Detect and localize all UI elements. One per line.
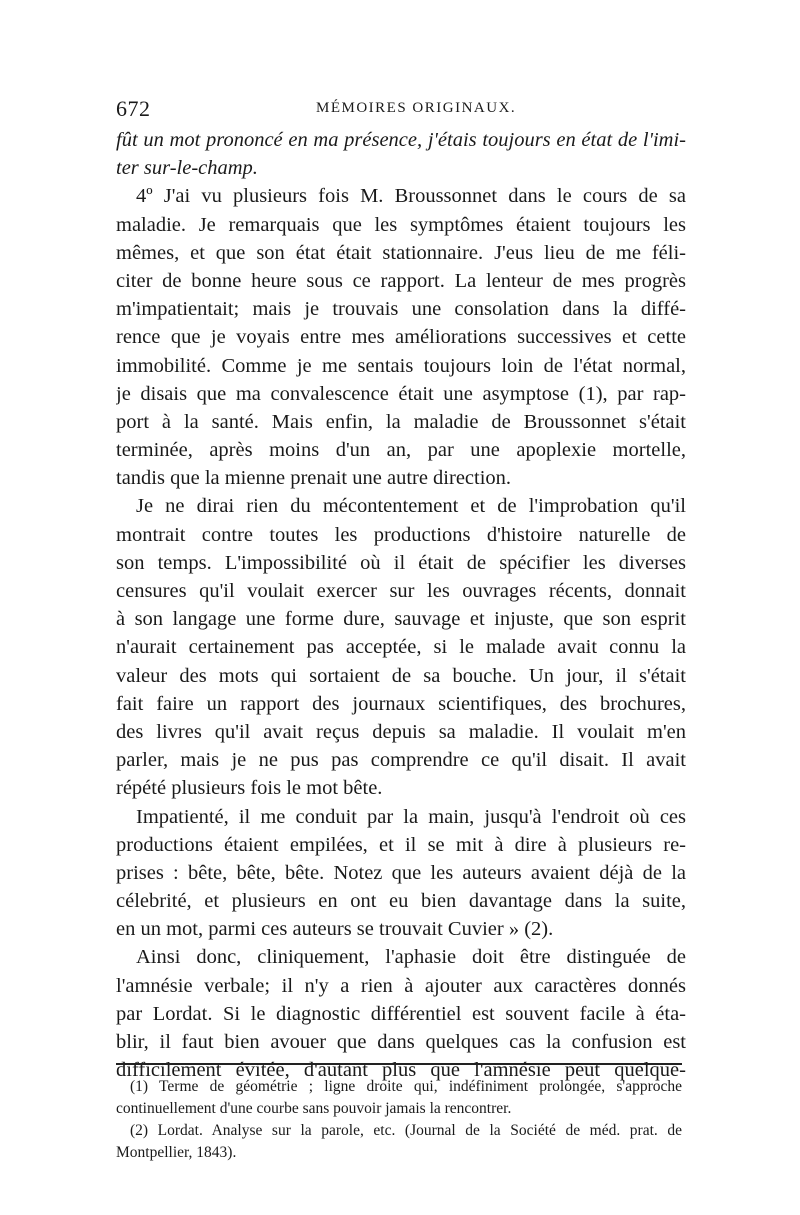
text-line: par Lordat. Si le diagnostic différentiel est souvent facile à éta- bbox=[116, 1002, 686, 1025]
text-line: terminée, après moins d'un an, par une apoplexie mortelle, bbox=[116, 439, 686, 462]
text-line: parler, mais je ne pus pas comprendre ce qu'il disait. Il avait bbox=[116, 749, 686, 772]
footnote-line: (1) Terme de géométrie ; ligne droite qui, indéfiniment prolongée, s'approche bbox=[130, 1078, 682, 1095]
text-line: m'impatientait; mais je trouvais une consolation dans la diffé- bbox=[116, 298, 686, 321]
text-line: valeur des mots qui sortaient de sa bouche. Un jour, il s'était bbox=[116, 664, 686, 687]
text-line: mêmes, et que son état était stationnaire. J'eus lieu de me féli- bbox=[116, 241, 686, 264]
text-line: répété plusieurs fois le mot bête. bbox=[116, 777, 383, 800]
text-line: fût un mot prononcé en ma présence, j'étais toujours en état de l'imi- bbox=[116, 129, 686, 151]
text-line: célebrité, et plusieurs en ont eu bien davantage dans la suite, bbox=[116, 890, 686, 913]
text-line: citer de bonne heure sous ce rapport. La lenteur de mes progrès bbox=[116, 269, 686, 292]
text-line: blir, il faut bien avouer que dans quelques cas la confusion est bbox=[116, 1031, 686, 1053]
text-line: immobilité. Comme je me sentais toujours loin de l'état normal, bbox=[116, 354, 686, 377]
text-line: je disais que ma convalescence était une asymptose (1), par rap- bbox=[116, 382, 686, 405]
text-line: 4º J'ai vu plusieurs fois M. Broussonnet dans le cours de sa bbox=[136, 185, 686, 208]
text-line: l'amnésie verbale; il n'y a rien à ajouter aux caractères donnés bbox=[116, 974, 686, 997]
footnote-line: continuellement d'une courbe sans pouvoir jamais la rencontrer. bbox=[116, 1100, 512, 1117]
page-header bbox=[116, 96, 684, 126]
text-line: prises : bête, bête, bête. Notez que les auteurs avaient déjà de la bbox=[116, 861, 686, 884]
text-line: son temps. L'impossibilité où il était de spécifier les diverses bbox=[116, 551, 686, 574]
page-number: 672 bbox=[116, 96, 151, 121]
text-line: Ainsi donc, cliniquement, l'aphasie doit être distinguée de bbox=[136, 946, 686, 969]
text-line: Je ne dirai rien du mécontentement et de l'improbation qu'il bbox=[136, 495, 686, 518]
text-line: maladie. Je remarquais que les symptômes étaient toujours les bbox=[116, 213, 686, 236]
text-line: montrait contre toutes les productions d'histoire naturelle de bbox=[116, 523, 686, 546]
text-line: ter sur-le-champ. bbox=[116, 157, 258, 180]
footnote-line: Montpellier, 1843). bbox=[116, 1144, 237, 1161]
text-line: fait faire un rapport des journaux scientifiques, des brochures, bbox=[116, 692, 686, 715]
text-line: rence que je voyais entre mes améliorations successives et cette bbox=[116, 326, 686, 349]
text-line: des livres qu'il avait reçus depuis sa maladie. Il voulait m'en bbox=[116, 720, 686, 743]
footnote-rule bbox=[116, 1063, 682, 1065]
text-line: port à la santé. Mais enfin, la maladie de Broussonnet s'était bbox=[116, 410, 686, 433]
text-line: censures qu'il voulait exercer sur les ouvrages récents, donnait bbox=[116, 580, 686, 602]
footnotes bbox=[116, 1076, 682, 1164]
text-line: n'aurait certainement pas acceptée, si le malade avait connu la bbox=[116, 636, 686, 659]
footnote-line: (2) Lordat. Analyse sur la parole, etc. (Journal de la Société de méd. prat. de bbox=[130, 1122, 682, 1139]
text-line: Impatienté, il me conduit par la main, jusqu'à l'endroit où ces bbox=[136, 805, 686, 828]
text-line: à son langage une forme dure, sauvage et injuste, que son esprit bbox=[116, 608, 686, 631]
text-line: tandis que la mienne prenait une autre direction. bbox=[116, 467, 512, 490]
text-line: en un mot, parmi ces auteurs se trouvait Cuvier » (2). bbox=[116, 918, 554, 941]
text-line: difficilement évitée, d'autant plus que l'amnésie peut quelque- bbox=[116, 1059, 686, 1082]
body-text bbox=[116, 126, 686, 1084]
running-title: MÉMOIRES ORIGINAUX. bbox=[316, 100, 517, 116]
text-line: productions étaient empilées, et il se mit à dire à plusieurs re- bbox=[116, 833, 686, 856]
